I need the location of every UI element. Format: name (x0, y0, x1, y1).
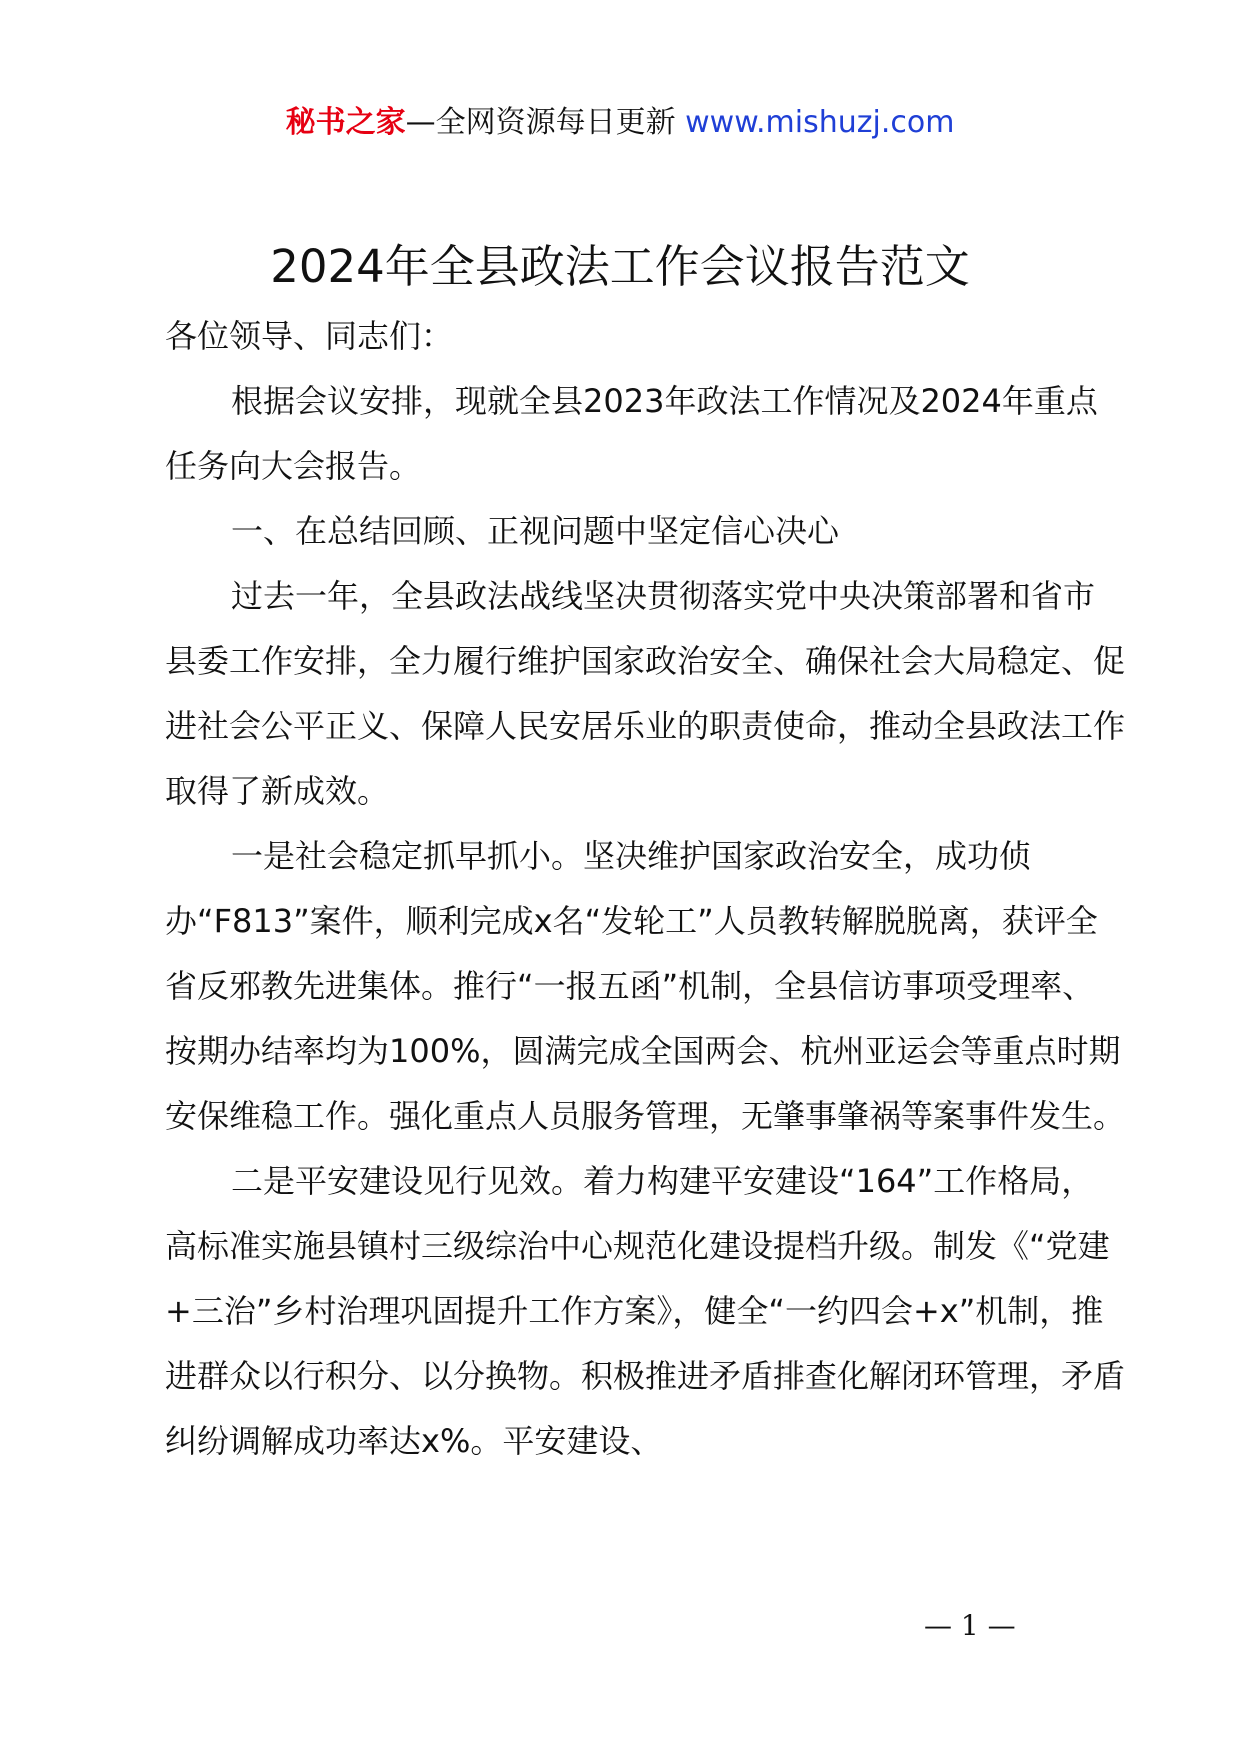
salutation: 各位领导、同志们： (165, 317, 454, 355)
document-body (165, 304, 1125, 1474)
banner-slogan: —全网资源每日更新 (405, 105, 676, 140)
document-title: 2024年全县政法工作会议报告范文 (270, 240, 970, 293)
site-url-link[interactable]: www.mishuzj.com (685, 105, 955, 140)
section-heading: 一、在总结回顾、正视问题中坚定信心决心 (231, 512, 840, 550)
paragraph-intro: 根据会议安排，现就全县2023年政法工作情况及2024年重点任务向大会报告。 (165, 382, 1098, 485)
brand-name: 秘书之家 (285, 105, 406, 140)
paragraph-safety: 二是平安建设见行见效。着力构建平安建设“164”工作格局，高标准实施县镇村三级综治中心规范化建设提档升级。制发《“党建+三治”乡村治理巩固提升工作方案》，健全“一约四会+x”机制，推进群众以行积分、以分换物。积极推进矛盾排查化解闭环管理，矛盾纠纷调解成功率达x%。平安建设、 (165, 1162, 1126, 1460)
paragraph-summary: 过去一年，全县政法战线坚决贯彻落实党中央决策部署和省市县委工作安排，全力履行维护国家政治安全、确保社会大局稳定、促进社会公平正义、保障人民安居乐业的职责使命，推动全县政法工作取得了新成效。 (165, 577, 1126, 810)
page-number: — 1 — (924, 1609, 1016, 1642)
paragraph-stability: 一是社会稳定抓早抓小。坚决维护国家政治安全，成功侦办“F813”案件，顺利完成x名“发轮工”人员教转解脱脱离，获评全省反邪教先进集体。推行“一报五函”机制，全县信访事项受理率、按期办结率均为100%，圆满完成全国两会、杭州亚运会等重点时期安保维稳工作。强化重点人员服务管理，无肇事肇祸等案事件发生。 (165, 837, 1126, 1135)
site-banner (0, 100, 1240, 146)
